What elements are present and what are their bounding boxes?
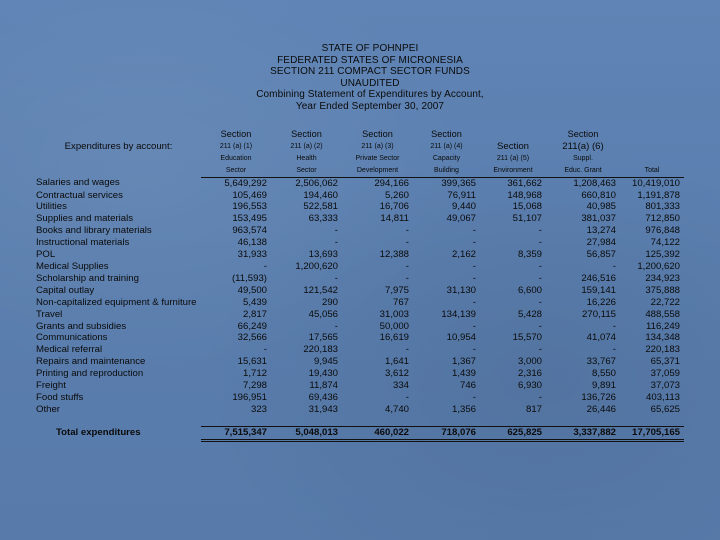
table-row <box>36 237 684 249</box>
cell-value: 148,968 <box>507 189 542 201</box>
cell-value: - <box>405 237 409 249</box>
cell-value: 3,000 <box>517 356 542 368</box>
cell-value: 31,130 <box>446 284 476 296</box>
col-1-name2: Sector <box>201 165 271 177</box>
cell-value: 2,162 <box>451 249 476 261</box>
cell-value: 522,581 <box>303 201 338 213</box>
cell-value: - <box>405 225 409 237</box>
header-row-code <box>36 141 684 153</box>
cell-value: - <box>612 344 616 356</box>
cell-value: - <box>263 260 267 272</box>
cell-value: - <box>538 272 542 284</box>
cell-value: 4,740 <box>384 403 409 415</box>
total-value: 17,705,165 <box>620 426 684 440</box>
cell-value: 74,122 <box>650 237 680 249</box>
cell-value: 334 <box>392 380 409 392</box>
row-label: Utilities <box>36 201 67 213</box>
total-value: 460,022 <box>342 426 413 440</box>
cell-value: 1,367 <box>451 356 476 368</box>
total-value: 3,337,882 <box>546 426 620 440</box>
cell-value: - <box>472 296 476 308</box>
cell-value: 746 <box>459 380 476 392</box>
cell-value: - <box>538 225 542 237</box>
cell-value: 8,359 <box>517 249 542 261</box>
cell-value: 817 <box>525 403 542 415</box>
table-row <box>36 332 684 344</box>
cell-value: 2,316 <box>517 368 542 380</box>
table-row <box>36 261 684 273</box>
total-label: Total expenditures <box>56 427 141 439</box>
cell-value: 294,166 <box>374 177 409 189</box>
cell-value: - <box>334 225 338 237</box>
row-label: Books and library materials <box>36 225 152 237</box>
col-2-code: 211 (a) (2) <box>290 142 323 150</box>
table-row <box>36 404 684 416</box>
header-row-name <box>36 153 684 165</box>
table-row <box>36 297 684 309</box>
row-label: Printing and reproduction <box>36 368 144 380</box>
cell-value: 12,388 <box>379 249 409 261</box>
cell-value: 7,975 <box>384 284 409 296</box>
col-6-section: Section <box>567 129 599 139</box>
cell-value: 660,810 <box>581 189 616 201</box>
table-row <box>36 392 684 404</box>
table-row <box>36 213 684 225</box>
cell-value: 45,056 <box>308 308 338 320</box>
title-line-4: UNAUDITED <box>340 77 400 89</box>
cell-value: 712,850 <box>645 213 680 225</box>
col-5-section: Section <box>497 140 529 152</box>
cell-value: - <box>263 344 267 356</box>
cell-value: 5,428 <box>517 308 542 320</box>
cell-value: 220,183 <box>303 344 338 356</box>
cell-value: 5,260 <box>384 189 409 201</box>
row-label: Freight <box>36 380 66 392</box>
cell-value: 976,848 <box>645 225 680 237</box>
cell-value: 134,139 <box>441 308 476 320</box>
cell-value: 37,059 <box>650 368 680 380</box>
row-heading: Expenditures by account: <box>64 140 173 152</box>
cell-value: 63,333 <box>308 213 338 225</box>
cell-value: 1,200,620 <box>295 260 338 272</box>
cell-value: - <box>538 237 542 249</box>
total-value: 5,048,013 <box>271 426 342 440</box>
row-label: Communications <box>36 332 108 344</box>
cell-value: 323 <box>250 403 267 415</box>
cell-value: 37,073 <box>650 380 680 392</box>
title-line-5: Combining Statement of Expenditures by Account, <box>256 89 484 101</box>
cell-value: - <box>612 320 616 332</box>
table-row <box>36 356 684 368</box>
col-1-name: Education <box>220 154 252 162</box>
cell-value: 50,000 <box>379 320 409 332</box>
cell-value: - <box>405 260 409 272</box>
row-label: Scholarship and training <box>36 272 139 284</box>
cell-value: - <box>472 272 476 284</box>
cell-value: - <box>334 320 338 332</box>
cell-value: - <box>472 320 476 332</box>
cell-value: 5,439 <box>242 296 267 308</box>
cell-value: 1,356 <box>451 403 476 415</box>
expenditures-body <box>36 177 684 440</box>
row-label: Food stuffs <box>36 391 84 403</box>
cell-value: 290 <box>321 296 338 308</box>
cell-value: 121,542 <box>303 284 338 296</box>
cell-value: 10,954 <box>446 332 476 344</box>
cell-value: 399,365 <box>441 177 476 189</box>
cell-value: 2,817 <box>242 308 267 320</box>
col-1-section: Section <box>220 129 252 139</box>
cell-value: 31,933 <box>237 249 267 261</box>
cell-value: 136,726 <box>581 391 616 403</box>
cell-value: 56,857 <box>586 249 616 261</box>
table-row <box>36 273 684 285</box>
cell-value: 16,619 <box>379 332 409 344</box>
cell-value: 196,553 <box>232 201 267 213</box>
table-row <box>36 344 684 356</box>
col-5-code: 211 (a) (5) <box>496 154 530 162</box>
cell-value: 33,767 <box>586 356 616 368</box>
table-row <box>36 201 684 213</box>
cell-value: 3,612 <box>384 368 409 380</box>
cell-value: 1,191,878 <box>637 189 680 201</box>
cell-value: 13,693 <box>308 249 338 261</box>
col-3-section: Section <box>362 129 393 139</box>
col-3-name2: Development <box>342 165 413 177</box>
table-row <box>36 177 684 189</box>
title-line-1: STATE OF POHNPEI <box>321 43 419 54</box>
total-row <box>36 426 684 440</box>
cell-value: 22,722 <box>650 296 680 308</box>
table-row <box>36 285 684 297</box>
cell-value: - <box>538 260 542 272</box>
cell-value: - <box>538 391 542 403</box>
col-4-section: Section <box>431 129 462 139</box>
total-value: 718,076 <box>413 426 480 440</box>
cell-value: 32,566 <box>237 332 267 344</box>
row-label: Repairs and maintenance <box>36 356 146 368</box>
cell-value: 51,107 <box>512 213 542 225</box>
cell-value: - <box>472 225 476 237</box>
cell-value: 6,930 <box>517 380 542 392</box>
row-label: Salaries and wages <box>36 177 120 189</box>
table-row <box>36 309 684 321</box>
header-row-name2 <box>36 165 684 177</box>
cell-value: 159,141 <box>581 284 616 296</box>
col-2-name2: Sector <box>271 165 342 177</box>
row-label: Contractual services <box>36 189 123 201</box>
cell-value: - <box>334 272 338 284</box>
cell-value: 14,811 <box>380 213 409 225</box>
row-label: Non-capitalized equipment & furniture <box>36 296 197 308</box>
cell-value: 134,348 <box>645 332 680 344</box>
cell-value: 270,115 <box>582 308 616 320</box>
row-label: Medical Supplies <box>36 260 109 272</box>
cell-value: - <box>405 272 409 284</box>
cell-value: 1,439 <box>451 368 476 380</box>
cell-value: 15,631 <box>237 356 267 368</box>
cell-value: 46,138 <box>237 237 267 249</box>
cell-value: 27,984 <box>586 237 616 249</box>
cell-value: 196,951 <box>232 391 267 403</box>
total-value: 7,515,347 <box>201 426 271 440</box>
cell-value: - <box>472 344 476 356</box>
cell-value: - <box>538 296 542 308</box>
cell-value: 767 <box>392 296 409 308</box>
cell-value: 65,625 <box>650 403 680 415</box>
cell-value: 6,600 <box>517 284 542 296</box>
cell-value: 26,446 <box>586 403 616 415</box>
col-total-name: Total <box>620 165 684 177</box>
col-1-code: 211 (a) (1) <box>219 142 253 150</box>
cell-value: 65,371 <box>650 356 680 368</box>
cell-value: 31,943 <box>308 403 338 415</box>
cell-value: - <box>472 260 476 272</box>
table-row <box>36 190 684 202</box>
table-row <box>36 225 684 237</box>
cell-value: - <box>405 391 409 403</box>
cell-value: 1,208,463 <box>573 177 616 189</box>
cell-value: 2,506,062 <box>295 177 338 189</box>
cell-value: 234,923 <box>645 272 680 284</box>
cell-value: 17,565 <box>308 332 338 344</box>
col-3-name: Private Sector <box>355 154 400 162</box>
cell-value: 9,945 <box>313 356 338 368</box>
cell-value: 7,298 <box>242 380 267 392</box>
row-label: Capital outlay <box>36 284 95 296</box>
col-3-code: 211 (a) (3) <box>361 142 394 150</box>
cell-value: (11,593) <box>231 272 267 284</box>
row-label: Grants and subsidies <box>36 320 127 332</box>
cell-value: 246,516 <box>581 272 616 284</box>
cell-value: 220,183 <box>645 344 680 356</box>
cell-value: 488,558 <box>645 308 680 320</box>
table-row <box>36 249 684 261</box>
cell-value: 66,249 <box>237 320 267 332</box>
cell-value: 1,200,620 <box>637 260 680 272</box>
cell-value: - <box>334 237 338 249</box>
title-line-3: SECTION 211 COMPACT SECTOR FUNDS <box>270 66 470 78</box>
cell-value: 361,662 <box>507 177 542 189</box>
cell-value: 9,440 <box>451 201 476 213</box>
table-row <box>36 368 684 380</box>
cell-value: 16,226 <box>586 296 616 308</box>
expenditures-table <box>36 129 684 442</box>
table-row <box>36 380 684 392</box>
col-6-name2: Educ. Grant <box>546 165 620 177</box>
cell-value: 5,649,292 <box>224 177 267 189</box>
table-row <box>36 321 684 333</box>
cell-value: 13,274 <box>586 225 616 237</box>
statement-title <box>0 43 720 113</box>
cell-value: 403,113 <box>646 391 680 403</box>
col-6-name: Suppl. <box>573 154 593 162</box>
cell-value: 1,712 <box>242 368 267 380</box>
cell-value: 801,333 <box>645 201 680 213</box>
col-4-name: Capacity <box>432 154 461 162</box>
col-6-code: 211(a) (6) <box>562 140 604 152</box>
cell-value: 11,874 <box>309 380 338 392</box>
cell-value: 381,037 <box>581 213 616 225</box>
row-label: Supplies and materials <box>36 213 134 225</box>
cell-value: 69,436 <box>308 391 338 403</box>
cell-value: - <box>405 344 409 356</box>
cell-value: - <box>538 320 542 332</box>
title-line-2: FEDERATED STATES OF MICRONESIA <box>277 54 463 66</box>
title-line-6: Year Ended September 30, 2007 <box>295 100 445 112</box>
cell-value: 963,574 <box>232 225 267 237</box>
row-label: Instructional materials <box>36 237 130 249</box>
cell-value: 194,460 <box>303 189 338 201</box>
col-4-name2: Building <box>413 165 480 177</box>
cell-value: 40,985 <box>586 201 616 213</box>
row-label: POL <box>36 249 56 261</box>
cell-value: 1,641 <box>384 356 409 368</box>
cell-value: 15,570 <box>512 332 542 344</box>
cell-value: 76,911 <box>447 189 476 201</box>
cell-value: 19,430 <box>308 368 338 380</box>
cell-value: 375,888 <box>645 284 680 296</box>
cell-value: - <box>472 391 476 403</box>
cell-value: 49,500 <box>237 284 267 296</box>
cell-value: 41,074 <box>586 332 616 344</box>
cell-value: 15,068 <box>512 201 542 213</box>
total-value: 625,825 <box>480 426 546 440</box>
col-2-name: Health <box>296 154 317 162</box>
row-label: Other <box>36 403 60 415</box>
header-row-section <box>36 129 684 141</box>
cell-value: 153,495 <box>232 213 267 225</box>
row-label: Medical referral <box>36 344 103 356</box>
cell-value: 116,249 <box>646 320 680 332</box>
cell-value: - <box>612 260 616 272</box>
cell-value: 9,891 <box>591 380 616 392</box>
cell-value: 125,392 <box>645 249 680 261</box>
cell-value: - <box>538 344 542 356</box>
cell-value: 31,003 <box>379 308 409 320</box>
cell-value: 8,550 <box>591 368 616 380</box>
cell-value: 105,469 <box>232 189 267 201</box>
cell-value: 49,067 <box>446 213 476 225</box>
col-5-name2: Environment <box>480 165 546 177</box>
col-2-section: Section <box>291 129 322 139</box>
cell-value: 10,419,010 <box>631 177 680 189</box>
col-4-code: 211 (a) (4) <box>430 142 463 150</box>
row-label: Travel <box>36 308 63 320</box>
cell-value: - <box>472 237 476 249</box>
cell-value: 16,706 <box>379 201 409 213</box>
